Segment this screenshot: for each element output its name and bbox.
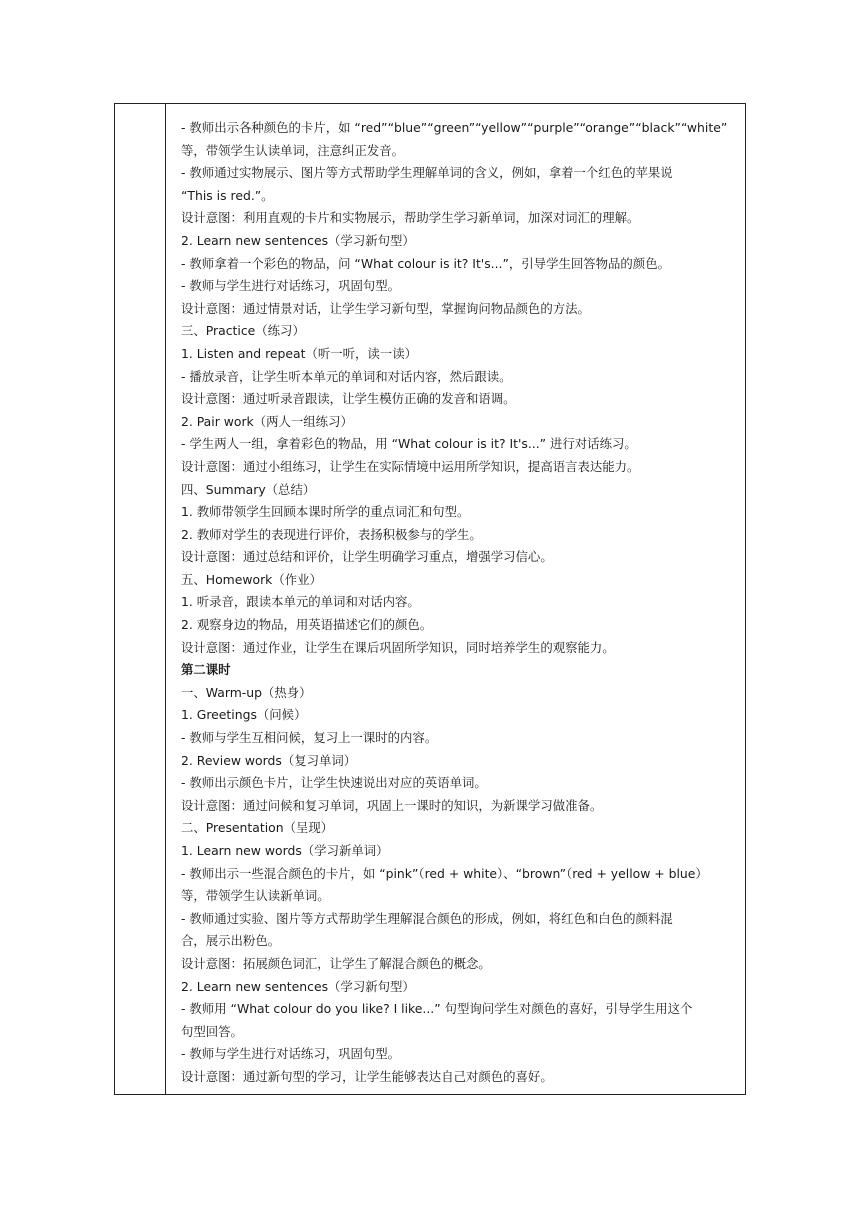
text-line: 一、Warm-up（热身） bbox=[181, 684, 312, 700]
text-line: 设计意图：通过听录音跟读，让学生模仿正确的发音和语调。 bbox=[181, 391, 516, 407]
text-line: 2. Pair work（两人一组练习） bbox=[181, 413, 353, 429]
text-line: 设计意图：通过新句型的学习，让学生能够表达自己对颜色的喜好。 bbox=[181, 1068, 553, 1084]
text-line: - 教师通过实验、图片等方式帮助学生理解混合颜色的形成，例如，将红色和白色的颜料混 bbox=[181, 910, 673, 926]
text-line: 五、Homework（作业） bbox=[181, 571, 322, 587]
text-line: 1. 听录音，跟读本单元的单词和对话内容。 bbox=[181, 594, 420, 610]
text-line: - 教师出示各种颜色的卡片，如 “red”“blue”“green”“yellow”“purple”“orange”“black”“white” bbox=[181, 120, 728, 135]
text-line: 二、Presentation（呈现） bbox=[181, 820, 334, 836]
text-line: - 教师拿着一个彩色的物品，问 “What colour is it? It's...”，引导学生回答物品的颜色。 bbox=[181, 255, 670, 271]
text-line: 设计意图：通过小组练习，让学生在实际情境中运用所学知识，提高语言表达能力。 bbox=[181, 458, 640, 474]
text-line: 1. 教师带领学生回顾本课时所学的重点词汇和句型。 bbox=[181, 504, 470, 520]
text-line: 2. Review words（复习单词） bbox=[181, 752, 357, 768]
text-line: 2. 教师对学生的表现进行评价，表扬积极参与的学生。 bbox=[181, 526, 482, 542]
text-line: 1. Learn new words（学习新单词） bbox=[181, 843, 389, 858]
text-line: - 教师与学生进行对话练习，巩固句型。 bbox=[181, 1046, 401, 1062]
text-line: 设计意图：通过作业，让学生在课后巩固所学知识，同时培养学生的观察能力。 bbox=[181, 639, 615, 655]
text-line: - 教师通过实物展示、图片等方式帮助学生理解单词的含义，例如，拿着一个红色的苹果说 bbox=[181, 165, 673, 181]
text-line: - 教师与学生互相问候，复习上一课时的内容。 bbox=[181, 730, 438, 746]
text-line: 合，展示出粉色。 bbox=[181, 933, 281, 949]
text-line: - 教师出示颜色卡片，让学生快速说出对应的英语单词。 bbox=[181, 775, 487, 791]
text-line: 设计意图：通过总结和评价，让学生明确学习重点，增强学习信心。 bbox=[181, 549, 553, 565]
text-line: - 播放录音，让学生听本单元的单词和对话内容，然后跟读。 bbox=[181, 368, 512, 384]
text-line: 设计意图：通过问候和复习单词，巩固上一课时的知识，为新课学习做准备。 bbox=[181, 797, 603, 813]
text-line: 1. Greetings（问候） bbox=[181, 707, 307, 723]
text-line: 2. Learn new sentences（学习新句型） bbox=[181, 232, 415, 248]
text-line: 设计意图：通过情景对话，让学生学习新句型，掌握询问物品颜色的方法。 bbox=[181, 300, 590, 316]
text-line: 等，带领学生认读单词，注意纠正发音。 bbox=[181, 142, 405, 158]
text-line: 设计意图：利用直观的卡片和实物展示，帮助学生学习新单词，加深对词汇的理解。 bbox=[181, 210, 640, 226]
lesson-plan-table bbox=[114, 103, 746, 1095]
text-line: 等，带领学生认读新单词。 bbox=[181, 888, 330, 904]
text-line: 2. 观察身边的物品，用英语描述它们的颜色。 bbox=[181, 617, 433, 633]
table-left-column bbox=[115, 104, 166, 1094]
text-line: 句型回答。 bbox=[181, 1023, 243, 1039]
text-line: 三、Practice（练习） bbox=[181, 323, 305, 339]
text-line: - 教师与学生进行对话练习，巩固句型。 bbox=[181, 278, 401, 294]
text-line: 四、Summary（总结） bbox=[181, 481, 316, 497]
section-heading: 第二课时 bbox=[181, 662, 231, 678]
text-line: 1. Listen and repeat（听一听，读一读） bbox=[181, 345, 417, 361]
text-line: - 教师用 “What colour do you like? I like...” 句型询问学生对颜色的喜好，引导学生用这个 bbox=[181, 1001, 693, 1017]
text-line: 设计意图：拓展颜色词汇，让学生了解混合颜色的概念。 bbox=[181, 955, 491, 971]
text-line: 2. Learn new sentences（学习新句型） bbox=[181, 978, 415, 994]
text-line: - 学生两人一组，拿着彩色的物品，用 “What colour is it? It's...” 进行对话练习。 bbox=[181, 436, 637, 452]
lesson-content-cell bbox=[181, 117, 741, 1089]
text-line: “This is red.”。 bbox=[181, 187, 274, 203]
text-line: - 教师出示一些混合颜色的卡片，如 “pink”（red + white）、“brown”（red + yellow + blue） bbox=[181, 865, 708, 881]
